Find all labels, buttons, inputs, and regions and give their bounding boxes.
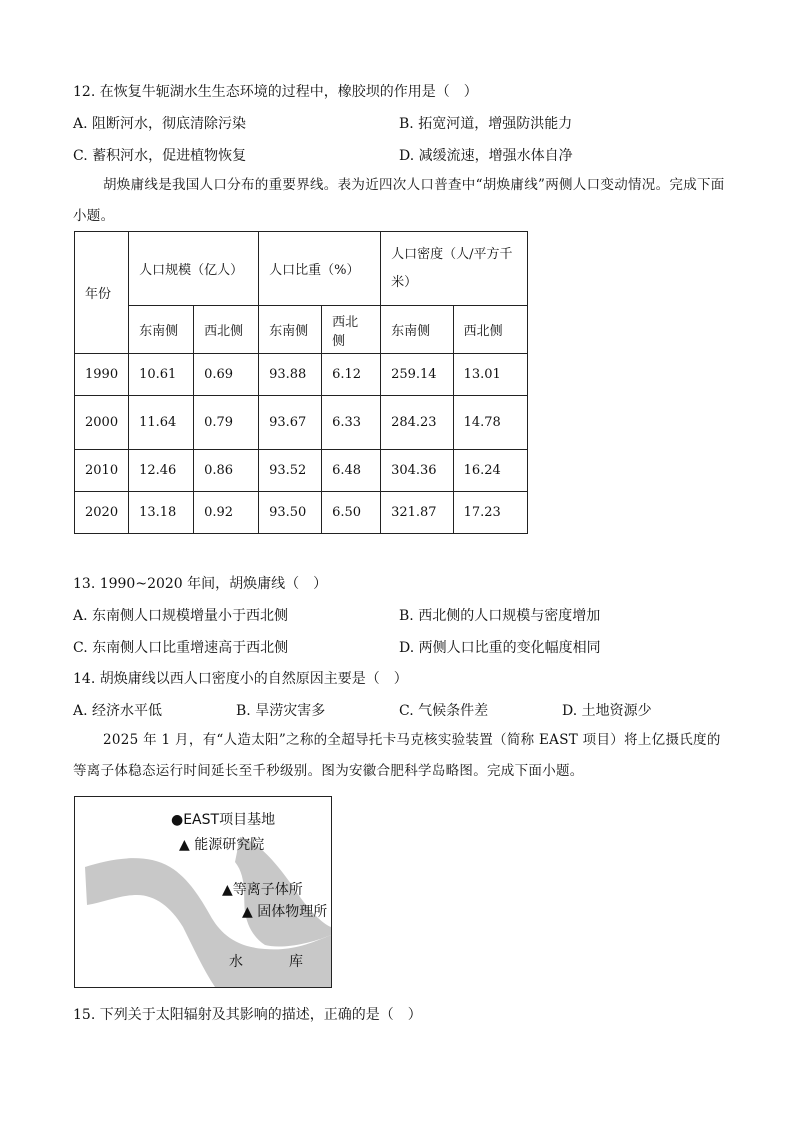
table-header-ratio: 人口比重（%） xyxy=(259,232,381,306)
plasma-institute-label: ▲等离子体所 xyxy=(222,882,303,898)
intro-hu-line: 胡焕庸线是我国人口分布的重要界线。表为近四次人口普查中“胡焕庸线”两侧人口变动情况。完成下面小题。 xyxy=(73,177,725,224)
intro-east: 2025 年 1 月，有“人造太阳”之称的全超导托卡马克核实验装置（简称 EAST 项目）将上亿摄氏度的等离子体稳态运行时间延长至千秒级别。图为安徽合肥科学岛略图。完成下面小题。 xyxy=(73,732,721,779)
science-island-map xyxy=(74,796,332,988)
q14-stem: 14. 胡焕庸线以西人口密度小的自然原因主要是（ ） xyxy=(73,671,408,687)
table-subheader: 西北侧 xyxy=(194,306,259,354)
table-cell: 0.79 xyxy=(194,396,259,450)
table-cell: 13.18 xyxy=(129,492,194,534)
q12-option-c: C. 蓄积河水，促进植物恢复 xyxy=(73,148,247,164)
table-cell: 10.61 xyxy=(129,354,194,396)
table-cell: 13.01 xyxy=(453,354,528,396)
q13-option-d: D. 两侧人口比重的变化幅度相同 xyxy=(399,640,601,656)
table-cell: 93.52 xyxy=(259,450,322,492)
table-cell: 6.50 xyxy=(322,492,381,534)
table-cell: 16.24 xyxy=(453,450,528,492)
q14-option-d: D. 土地资源少 xyxy=(562,703,652,719)
q14-option-c: C. 气候条件差 xyxy=(399,703,489,719)
table-row xyxy=(75,396,528,450)
reservoir-label-2: 库 xyxy=(289,954,303,970)
table-cell: 93.88 xyxy=(259,354,322,396)
table-cell: 0.92 xyxy=(194,492,259,534)
table-subheader: 东南侧 xyxy=(129,306,194,354)
table-cell: 284.23 xyxy=(381,396,453,450)
table-cell: 0.69 xyxy=(194,354,259,396)
table-cell: 2000 xyxy=(75,396,129,450)
table-header-scale: 人口规模（亿人） xyxy=(129,232,259,306)
table-row xyxy=(75,492,528,534)
table-cell: 93.67 xyxy=(259,396,322,450)
table-header-density: 人口密度（人/平方千米） xyxy=(381,232,528,306)
q13-option-a: A. 东南侧人口规模增量小于西北侧 xyxy=(73,608,289,624)
solid-physics-institute-label: ▲ 固体物理所 xyxy=(242,904,328,920)
table-year-header: 年份 xyxy=(75,232,129,354)
q13-stem: 13. 1990~2020 年间，胡焕庸线（ ） xyxy=(73,576,328,592)
table-cell: 304.36 xyxy=(381,450,453,492)
table-cell: 6.12 xyxy=(322,354,381,396)
table-cell: 2010 xyxy=(75,450,129,492)
q14-option-a: A. 经济水平低 xyxy=(73,703,163,719)
q13-option-c: C. 东南侧人口比重增速高于西北侧 xyxy=(73,640,289,656)
population-table xyxy=(74,231,528,534)
table-subheader: 西北侧 xyxy=(453,306,528,354)
q13-option-b: B. 西北侧的人口规模与密度增加 xyxy=(399,608,601,624)
q15-stem: 15. 下列关于太阳辐射及其影响的描述，正确的是（ ） xyxy=(73,1007,422,1023)
table-row xyxy=(75,354,528,396)
table-cell: 1990 xyxy=(75,354,129,396)
table-subheader: 西北侧 xyxy=(322,306,381,354)
table-subheader: 东南侧 xyxy=(381,306,453,354)
table-cell: 93.50 xyxy=(259,492,322,534)
table-cell: 2020 xyxy=(75,492,129,534)
q12-option-d: D. 减缓流速，增强水体自净 xyxy=(399,148,573,164)
table-cell: 0.86 xyxy=(194,450,259,492)
east-base-label: ●EAST项目基地 xyxy=(171,812,276,828)
reservoir-label-1: 水 xyxy=(229,954,243,970)
q12-option-b: B. 拓宽河道，增强防洪能力 xyxy=(399,116,573,132)
q14-option-b: B. 旱涝灾害多 xyxy=(236,703,326,719)
table-cell: 17.23 xyxy=(453,492,528,534)
table-cell: 11.64 xyxy=(129,396,194,450)
table-cell: 6.48 xyxy=(322,450,381,492)
q12-option-a: A. 阻断河水，彻底清除污染 xyxy=(73,116,247,132)
energy-institute-label: ▲ 能源研究院 xyxy=(179,837,265,853)
table-cell: 12.46 xyxy=(129,450,194,492)
table-row xyxy=(75,450,528,492)
table-cell: 6.33 xyxy=(322,396,381,450)
table-cell: 14.78 xyxy=(453,396,528,450)
q12-stem: 12. 在恢复牛轭湖水生生态环境的过程中，橡胶坝的作用是（ ） xyxy=(73,84,478,100)
table-cell: 259.14 xyxy=(381,354,453,396)
table-cell: 321.87 xyxy=(381,492,453,534)
table-subheader: 东南侧 xyxy=(259,306,322,354)
